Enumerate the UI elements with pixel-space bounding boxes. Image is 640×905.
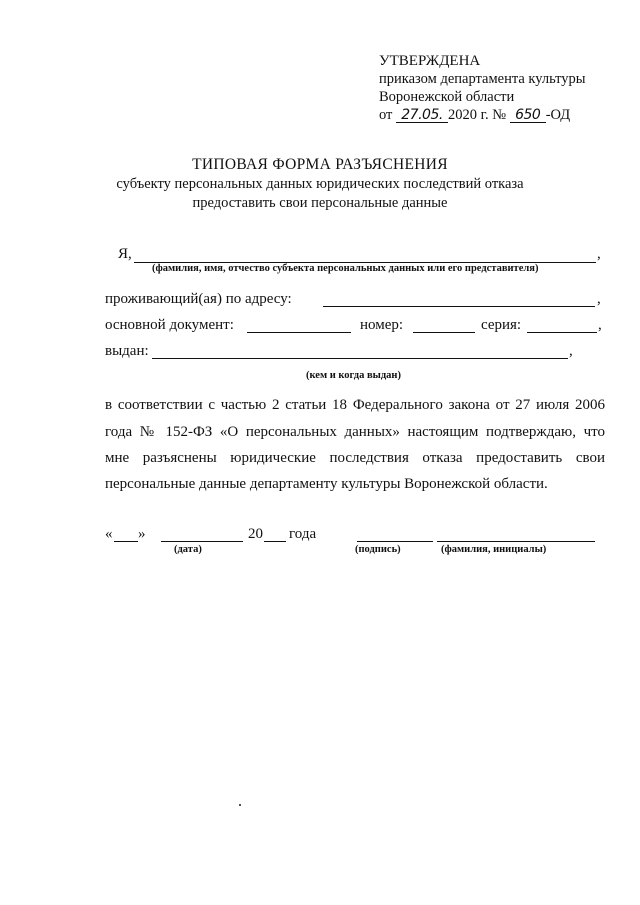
- year-field[interactable]: [264, 541, 286, 542]
- body-line-4: персональные данные департаменту культуры Воронежской области.: [105, 476, 548, 492]
- signature-caption: (подпись): [355, 544, 401, 555]
- doc-label: основной документ:: [105, 317, 234, 333]
- year-suffix: года: [289, 526, 317, 542]
- body-line-1: в соответствии с частью 2 статьи 18 Федерального закона от 27 июля 2006: [105, 397, 605, 413]
- i-end: ,: [597, 246, 601, 262]
- number-suffix: -ОД: [545, 107, 571, 123]
- issued-field[interactable]: [152, 358, 568, 359]
- month-field[interactable]: [161, 541, 243, 542]
- document-series-field[interactable]: [527, 332, 597, 333]
- body-line-2: года № 152-ФЗ «О персональных данных» настоящим подтверждаю, что: [105, 424, 605, 440]
- issued-caption: (кем и когда выдан): [306, 370, 401, 381]
- i-label: Я,: [118, 246, 132, 262]
- signature-field[interactable]: [357, 541, 433, 542]
- issued-label: выдан:: [105, 343, 149, 359]
- form-subtitle-1: субъекту персональных данных юридических последствий отказа: [116, 176, 524, 192]
- scan-speck: [239, 804, 241, 806]
- document-field[interactable]: [247, 332, 351, 333]
- name-initials-caption: (фамилия, инициалы): [441, 544, 547, 555]
- year-prefix: 20: [248, 526, 263, 542]
- form-title: ТИПОВАЯ ФОРМА РАЗЪЯСНЕНИЯ: [192, 156, 448, 173]
- name-initials-field[interactable]: [437, 541, 595, 542]
- approval-date-line: [379, 106, 586, 124]
- day-field[interactable]: [114, 541, 138, 542]
- name-caption: (фамилия, имя, отчество субъекта персональных данных или его представителя): [152, 263, 539, 274]
- date-suffix: 2020 г. №: [448, 107, 507, 123]
- date-handwritten: 27.05.: [396, 108, 448, 123]
- number-handwritten: 650: [510, 108, 546, 123]
- date-caption: (дата): [174, 544, 202, 555]
- issued-end: ,: [569, 343, 573, 359]
- address-field[interactable]: [323, 306, 595, 307]
- document-number-field[interactable]: [413, 332, 475, 333]
- approval-line-1: приказом департамента культуры: [379, 71, 586, 87]
- address-end: ,: [597, 291, 601, 307]
- form-subtitle-2: предоставить свои персональные данные: [192, 195, 448, 211]
- address-label: проживающий(ая) по адресу:: [105, 291, 292, 307]
- doc-end: ,: [598, 317, 602, 333]
- approval-line-2: Воронежской области: [379, 89, 515, 105]
- approval-block: [379, 52, 586, 124]
- quote-close: »: [138, 526, 146, 542]
- body-line-3: мне разъяснены юридические последствия отказа предоставить свои: [105, 450, 605, 466]
- quote-open: «: [105, 526, 113, 542]
- number-label: номер:: [360, 317, 404, 333]
- approval-heading: УТВЕРЖДЕНА: [379, 53, 481, 69]
- series-label: серия:: [481, 317, 522, 333]
- date-prefix: от: [379, 107, 393, 123]
